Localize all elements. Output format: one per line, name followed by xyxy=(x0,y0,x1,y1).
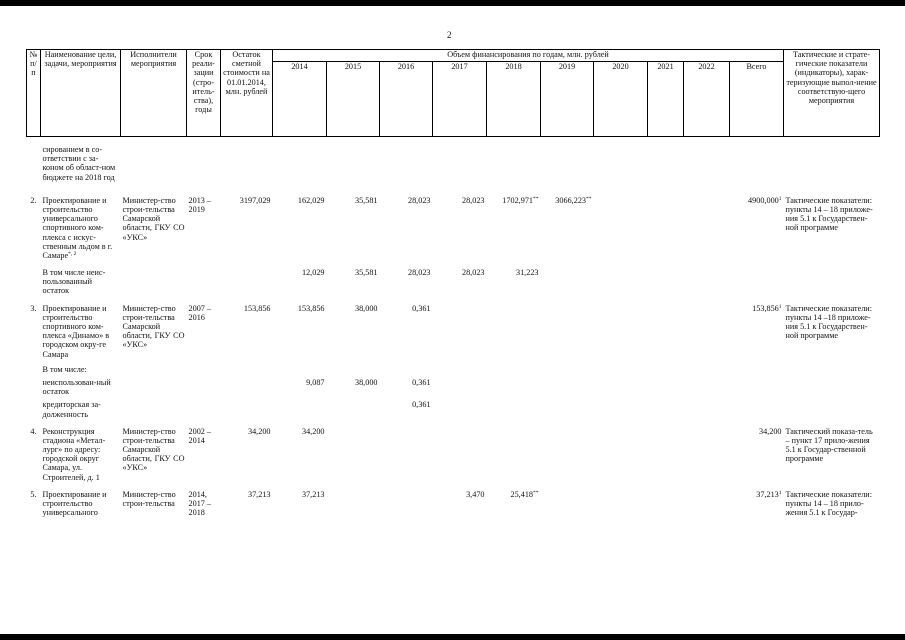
row-year-value xyxy=(487,196,541,260)
header-year: 2021 xyxy=(648,62,684,137)
row-year-value xyxy=(684,196,730,260)
row-year-value xyxy=(541,268,594,296)
row-year-value xyxy=(541,427,594,482)
row-year-value xyxy=(730,378,784,396)
row-year-value xyxy=(433,427,487,482)
row-year-footnote: ** xyxy=(533,195,539,202)
row-number xyxy=(27,268,41,296)
row-year-value xyxy=(648,400,684,418)
row-year-value-text: 1702,971 xyxy=(502,195,533,205)
row-year-value xyxy=(541,490,594,518)
row-year-value xyxy=(380,145,433,182)
row-indicators: Тактические показатели: пункты 14 –18 приложе-ния 5.1 к Государствен-ной программе xyxy=(785,303,872,341)
header-year: 2015 xyxy=(327,62,380,137)
row-remainder: 34,200 xyxy=(247,426,271,436)
row-year-value-text: 4900,000 xyxy=(748,195,779,205)
row-year-value xyxy=(327,400,380,418)
row-year-value xyxy=(380,400,433,418)
row-year-value xyxy=(433,196,487,260)
row-remainder xyxy=(221,378,273,396)
row-name-text: В том числе: xyxy=(42,364,87,374)
row-year-value xyxy=(541,145,594,182)
row-year-value xyxy=(433,378,487,396)
row-name-text: неиспользован-ный остаток xyxy=(42,377,111,397)
row-year-value xyxy=(273,304,327,359)
row-name-text: Проектирование и строительство универсального xyxy=(42,489,107,518)
row-name xyxy=(41,145,121,182)
row-year-value xyxy=(327,490,380,518)
row-year-value xyxy=(730,365,784,374)
row-year-value-text: 35,581 xyxy=(354,195,378,205)
row-year-value xyxy=(684,268,730,296)
row-year-value-text: 34,200 xyxy=(301,426,325,436)
row-name xyxy=(41,400,121,418)
row-term xyxy=(187,268,221,296)
row-year-value xyxy=(433,304,487,359)
row-year-value xyxy=(730,427,784,482)
row-year-value xyxy=(730,490,784,518)
row-year-value xyxy=(487,365,541,374)
row-year-value xyxy=(380,268,433,296)
row-year-value-text: 37,213 xyxy=(756,489,779,499)
row-year-value xyxy=(433,490,487,518)
row-year-footnote: 1 xyxy=(778,489,782,496)
header-no: № п/п xyxy=(27,50,41,137)
page-number: 2 xyxy=(447,30,452,40)
row-year-value xyxy=(648,196,684,260)
row-name xyxy=(41,490,121,518)
row-executors xyxy=(121,400,187,418)
row-year-value xyxy=(487,304,541,359)
row-term xyxy=(187,365,221,374)
row-year-value xyxy=(594,304,648,359)
row-executors xyxy=(121,365,187,374)
row-year-value-text: 12,029 xyxy=(301,268,325,278)
row-year-value xyxy=(684,365,730,374)
row-year-value xyxy=(273,145,327,182)
row-year-value xyxy=(487,490,541,518)
row-term: 2007 – 2016 xyxy=(188,303,212,322)
row-year-value xyxy=(380,378,433,396)
row-year-value-text: 28,023 xyxy=(461,195,485,205)
row-year-value xyxy=(648,427,684,482)
table-row xyxy=(27,378,880,396)
table-row xyxy=(27,196,880,260)
row-number xyxy=(27,365,41,374)
row-name xyxy=(41,268,121,296)
row-year-value xyxy=(541,304,594,359)
header-indicators: Тактические и страте-гические показатели (индикаторы), харак-теризующие выпол-нение соответствую-щего мероприятия xyxy=(784,50,880,137)
row-year-value xyxy=(594,400,648,418)
header-funding: Объем финансирования по годам, млн. рублей xyxy=(273,50,784,62)
row-indicators: Тактический показа-тель – пункт 17 прило-жения 5.1 к Государ-ственной программе xyxy=(785,426,873,464)
row-year-value-text: 153,856 xyxy=(297,303,325,313)
row-year-value xyxy=(648,378,684,396)
row-year-value-text: 162,029 xyxy=(297,195,325,205)
row-year-value xyxy=(684,145,730,182)
table-row xyxy=(27,145,880,182)
header-year: 2016 xyxy=(380,62,433,137)
row-year-value xyxy=(730,145,784,182)
row-term xyxy=(187,400,221,418)
row-year-value xyxy=(541,400,594,418)
row-year-value xyxy=(487,145,541,182)
row-year-value xyxy=(327,365,380,374)
row-remainder xyxy=(221,145,273,182)
row-year-value xyxy=(594,196,648,260)
row-name xyxy=(41,378,121,396)
row-year-value xyxy=(684,304,730,359)
row-year-value-text: 38,000 xyxy=(354,303,378,313)
row-year-value-text: 31,223 xyxy=(515,268,539,278)
row-number: 3. xyxy=(30,303,37,313)
row-year-value xyxy=(594,365,648,374)
row-year-value-text: 25,418 xyxy=(510,489,533,499)
row-year-value xyxy=(648,304,684,359)
scan-edge-top xyxy=(0,0,905,6)
row-year-footnote: 1 xyxy=(778,195,782,202)
header-executors: Исполнители мероприятия xyxy=(121,50,187,137)
row-executors xyxy=(121,378,187,396)
header-year: 2017 xyxy=(433,62,487,137)
row-indicators xyxy=(784,145,880,182)
row-year-value-text: 35,581 xyxy=(354,268,378,278)
row-year-value xyxy=(730,268,784,296)
row-year-value xyxy=(273,378,327,396)
row-year-value xyxy=(487,400,541,418)
row-name-text: Проектирование и строительство универсального спортивного ком-плекса с искус-ственным льдом в г. Самаре xyxy=(42,195,113,260)
row-name xyxy=(41,365,121,374)
row-year-value-text: 0,361 xyxy=(412,377,431,387)
row-year-value xyxy=(541,365,594,374)
row-year-value xyxy=(541,378,594,396)
row-year-value xyxy=(327,196,380,260)
row-name-text: Проектирование и строительство спортивного ком-плекса «Динамо» в городском окру-ге Самара xyxy=(42,303,110,359)
scan-edge-bottom xyxy=(0,634,905,640)
table-row xyxy=(27,304,880,359)
row-name-text: кредиторская за-долженность xyxy=(42,400,101,419)
row-remainder: 153,856 xyxy=(243,303,271,313)
header-term: Срок реали-зации (стро-итель-ства), годы xyxy=(187,50,221,137)
row-year-value-text: 38,000 xyxy=(354,377,378,387)
row-year-value-text: 28,023 xyxy=(461,268,485,278)
row-term xyxy=(187,378,221,396)
row-year-value xyxy=(730,196,784,260)
row-year-value xyxy=(684,490,730,518)
row-year-value xyxy=(594,145,648,182)
row-year-value xyxy=(684,427,730,482)
row-year-value-text: 34,200 xyxy=(758,426,782,436)
table-row xyxy=(27,427,880,482)
header-name: Наименование цели, задачи, мероприятия xyxy=(41,50,121,137)
row-remainder xyxy=(221,268,273,296)
row-indicators: Тактические показатели: пункты 14 – 18 приложе-ния 5.1 к Государствен-ной программе xyxy=(785,195,873,233)
row-year-value xyxy=(273,365,327,374)
row-year-value-text: 28,023 xyxy=(407,268,431,278)
row-year-value xyxy=(648,268,684,296)
row-remainder: 37,213 xyxy=(247,489,271,499)
row-remainder xyxy=(221,365,273,374)
row-year-value xyxy=(594,490,648,518)
row-number: 4. xyxy=(30,426,37,436)
row-name xyxy=(41,196,121,260)
row-number xyxy=(27,400,41,418)
row-year-value-text: 0,361 xyxy=(412,400,431,410)
row-year-value-text: 3066,223 xyxy=(555,195,586,205)
row-indicators: Тактические показатели: пункты 14 – 18 прило-жения 5.1 к Государ- xyxy=(785,489,872,518)
row-year-value xyxy=(433,400,487,418)
row-term: 2013 – 2019 xyxy=(188,195,212,214)
row-year-value xyxy=(594,378,648,396)
row-year-value xyxy=(380,304,433,359)
row-year-value xyxy=(433,268,487,296)
row-year-value-text: 0,361 xyxy=(412,303,431,313)
row-executors: Министер-ство строи-тельства xyxy=(122,489,176,508)
row-year-value-text: 153,856 xyxy=(752,303,779,313)
row-executors xyxy=(121,268,187,296)
row-year-value-text: 37,213 xyxy=(301,489,325,499)
row-year-value xyxy=(380,196,433,260)
row-year-value xyxy=(487,268,541,296)
row-number xyxy=(27,378,41,396)
row-year-value xyxy=(433,365,487,374)
row-year-value xyxy=(648,365,684,374)
row-year-value xyxy=(273,490,327,518)
row-name-text: Реконструкция стадиона «Метал-лург» по адресу: городской округ Самара, ул. Строителей, д. 1 xyxy=(42,426,106,482)
row-executors xyxy=(121,145,187,182)
row-year-value xyxy=(327,145,380,182)
row-year-value xyxy=(327,268,380,296)
row-term xyxy=(187,145,221,182)
row-year-value xyxy=(730,304,784,359)
row-year-value-text: 28,023 xyxy=(407,195,431,205)
row-number: 2. xyxy=(30,195,37,205)
row-year-value-text: 3,470 xyxy=(466,489,485,499)
row-indicators xyxy=(784,378,880,396)
header-remainder: Остаток сметной стоимости на 01.01.2014, млн. рублей xyxy=(221,50,273,137)
row-number: 5. xyxy=(30,489,37,499)
row-year-value xyxy=(594,268,648,296)
row-executors: Министер-ство строи-тельства Самарской области, ГКУ СО «УКС» xyxy=(122,195,185,242)
header-total: Всего xyxy=(730,62,784,137)
row-year-value xyxy=(648,145,684,182)
row-year-value xyxy=(273,268,327,296)
row-year-value xyxy=(433,145,487,182)
row-year-footnote: ** xyxy=(586,195,592,202)
row-indicators xyxy=(784,365,880,374)
table-row xyxy=(27,490,880,518)
row-name-text: В том числе неис-пользованный остаток xyxy=(42,268,106,296)
row-number xyxy=(27,145,41,182)
row-year-value xyxy=(684,400,730,418)
row-year-value xyxy=(541,196,594,260)
table-row xyxy=(27,268,880,296)
row-year-value xyxy=(730,400,784,418)
row-indicators xyxy=(784,268,880,296)
row-remainder xyxy=(221,400,273,418)
row-term: 2002 – 2014 xyxy=(188,426,212,445)
row-executors: Министер-ство строи-тельства Самарской области, ГКУ СО «УКС» xyxy=(122,426,185,473)
row-year-value xyxy=(273,427,327,482)
row-year-value xyxy=(273,400,327,418)
row-year-value-text: 9,087 xyxy=(306,377,325,387)
row-term: 2014, 2017 – 2018 xyxy=(188,489,212,518)
header-year: 2019 xyxy=(541,62,594,137)
row-indicators xyxy=(784,400,880,418)
table-row xyxy=(27,400,880,418)
row-year-value xyxy=(327,427,380,482)
row-year-value xyxy=(684,378,730,396)
row-year-footnote: ** xyxy=(533,489,539,496)
header-year: 2014 xyxy=(273,62,327,137)
row-name xyxy=(41,304,121,359)
row-year-value xyxy=(594,427,648,482)
row-year-value xyxy=(487,378,541,396)
row-year-value xyxy=(487,427,541,482)
funding-table xyxy=(26,49,880,517)
header-year: 2018 xyxy=(487,62,541,137)
row-year-value xyxy=(327,378,380,396)
row-year-footnote: 1 xyxy=(778,303,782,310)
row-year-value xyxy=(273,196,327,260)
header-year: 2020 xyxy=(594,62,648,137)
row-name-text: сированием в со-ответствии с за-коном об област-ном бюджете на 2018 год xyxy=(42,145,116,182)
row-year-value xyxy=(648,490,684,518)
row-year-value xyxy=(380,490,433,518)
row-year-value xyxy=(380,365,433,374)
header-year: 2022 xyxy=(684,62,730,137)
table-row xyxy=(27,365,880,374)
row-remainder: 3197,029 xyxy=(239,195,271,205)
row-year-value xyxy=(327,304,380,359)
row-executors: Министер-ство строи-тельства Самарской области, ГКУ СО «УКС» xyxy=(122,303,185,350)
row-name xyxy=(41,427,121,482)
row-name-footnote: *, 2 xyxy=(68,250,77,257)
row-year-value xyxy=(380,427,433,482)
